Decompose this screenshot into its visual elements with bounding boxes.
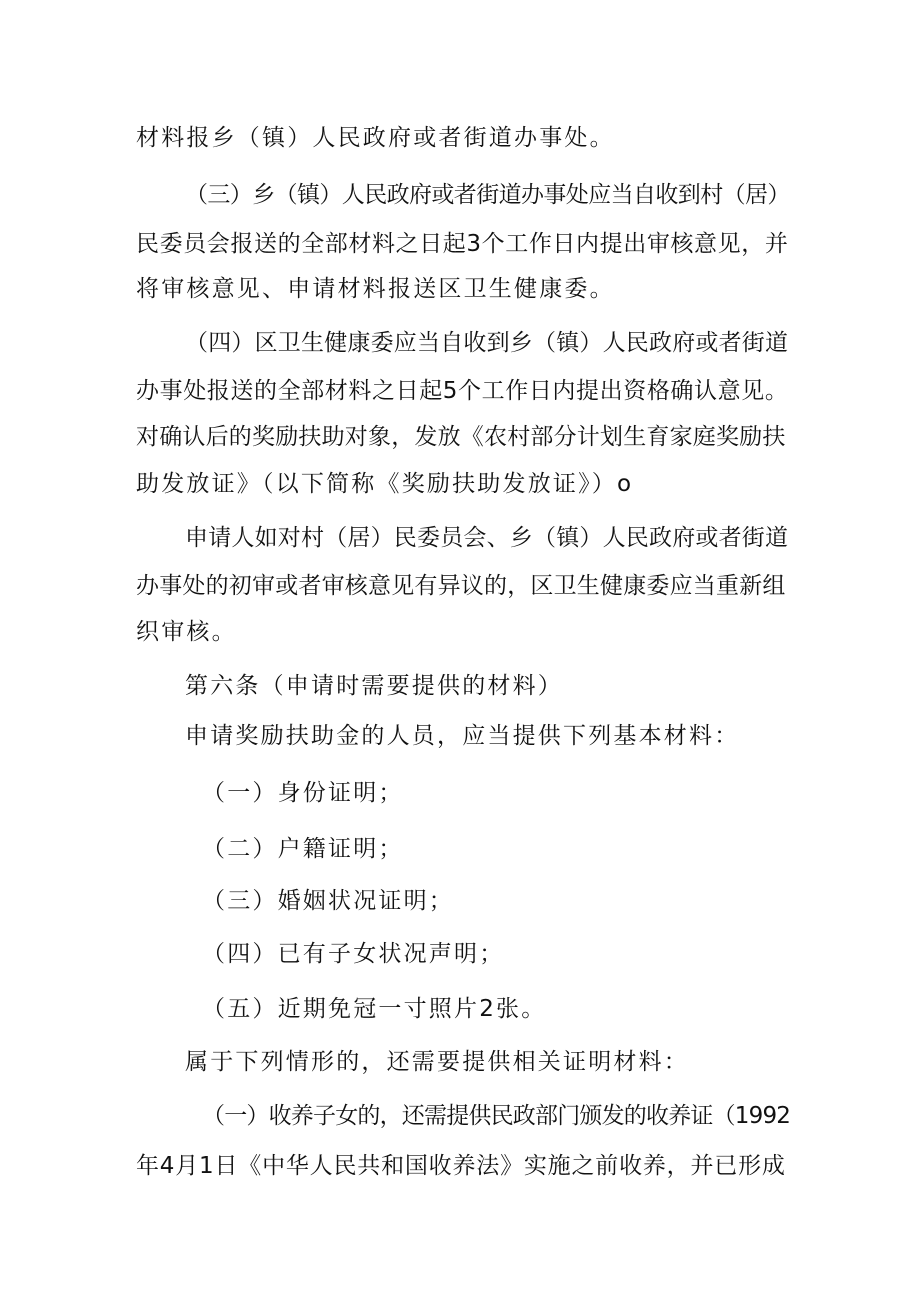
list-item: （五）近期免冠一寸照片2张。 (202, 996, 547, 1022)
text-line: （四）区卫生健康委应当自收到乡（镇）人民政府或者街道 (185, 330, 789, 356)
text-line: 将审核意见、申请材料报送区卫生健康委。 (136, 276, 615, 302)
section-heading: 第六条（申请时需要提供的材料） (185, 673, 563, 699)
text-line: 办事处的初审或者审核意见有异议的，区卫生健康委应当重新组 (136, 573, 786, 599)
text-line: （一）收养子女的，还需提供民政部门颁发的收养证（1992 (202, 1103, 791, 1129)
list-item: （四）已有子女状况声明； (202, 941, 505, 967)
text-line: 办事处报送的全部材料之日起5个工作日内提出资格确认意见。 (136, 378, 789, 404)
text-line: 申请奖励扶助金的人员，应当提供下列基本材料： (185, 723, 740, 749)
text-line: 民委员会报送的全部材料之日起3个工作日内提出审核意见，并 (136, 231, 789, 257)
text-line: （三）乡（镇）人民政府或者街道办事处应当自收到村（居） (185, 182, 790, 208)
list-item: （三）婚姻状况证明； (202, 888, 454, 914)
text-line: 申请人如对村（居）民委员会、乡（镇）人民政府或者街道 (185, 525, 789, 551)
text-line: 对确认后的奖励扶助对象，发放《农村部分计划生育家庭奖励扶 (136, 424, 786, 450)
list-item: （一）身份证明； (202, 780, 404, 806)
text-line: 属于下列情形的，还需要提供相关证明材料： (185, 1049, 689, 1075)
text-line: 助发放证》（以下简称《奖励扶助发放证》）o (136, 471, 634, 497)
text-line: 织审核。 (136, 619, 237, 645)
text-line: 材料报乡（镇）人民政府或者街道办事处。 (136, 125, 615, 151)
list-item: （二）户籍证明； (202, 836, 404, 862)
text-line: 年4月1日《中华人民共和国收养法》实施之前收养，并已形成 (136, 1153, 786, 1179)
